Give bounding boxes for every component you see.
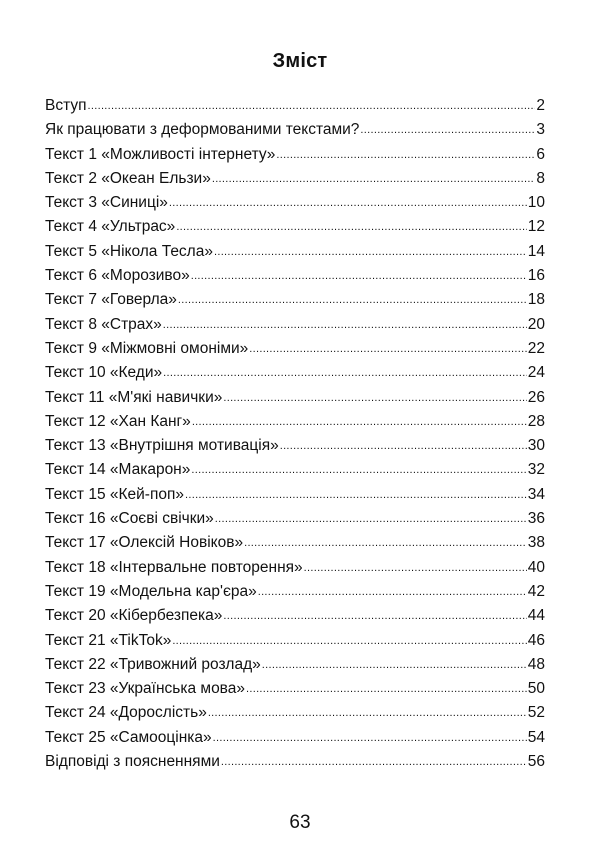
- toc-entry-label: Текст 12 «Хан Канг»: [45, 412, 191, 430]
- toc-entry: [45, 94, 545, 118]
- toc-entry: [45, 240, 545, 264]
- toc-entry: [45, 677, 545, 701]
- toc-entry: [45, 507, 545, 531]
- toc-entry-page: 36: [527, 510, 545, 528]
- toc-entry-page: 16: [527, 267, 545, 285]
- toc-dot-leader: [280, 433, 527, 458]
- toc-entry-page: 30: [527, 437, 545, 455]
- toc-entry-page: 48: [527, 655, 545, 673]
- toc-dot-leader: [192, 409, 527, 434]
- toc-entry-page: 6: [536, 145, 545, 163]
- toc-entry-page: 54: [527, 728, 545, 746]
- toc-dot-leader: [213, 725, 527, 750]
- toc-entry-page: 46: [527, 631, 545, 649]
- toc-entry-page: 38: [527, 534, 545, 552]
- toc-entry-page: 42: [527, 582, 545, 600]
- toc-dot-leader: [360, 117, 535, 142]
- toc-dot-leader: [212, 166, 536, 191]
- toc-entry-label: Текст 11 «М'які навички»: [45, 388, 223, 406]
- toc-entry-label: Вступ: [45, 97, 87, 114]
- toc-dot-leader: [215, 506, 527, 531]
- toc-entry: [45, 361, 545, 385]
- toc-dot-leader: [244, 530, 527, 555]
- toc-entry-label: Текст 1 «Можливості інтернету»: [45, 145, 276, 163]
- toc-entry-page: 18: [527, 291, 545, 309]
- toc-dot-leader: [223, 603, 526, 628]
- page-number: 63: [289, 812, 311, 833]
- toc-entry: [45, 118, 545, 142]
- toc-entry: [45, 143, 545, 167]
- toc-entry-page: 32: [527, 461, 545, 479]
- toc-dot-leader: [176, 214, 526, 239]
- toc-entry: [45, 604, 545, 628]
- toc-entry-label: Текст 3 «Синиці»: [45, 194, 168, 212]
- toc-entry-page: 56: [527, 753, 545, 771]
- toc-dot-leader: [223, 385, 526, 410]
- toc-entry-label: Текст 15 «Кей-поп»: [45, 485, 184, 503]
- toc-entry: [45, 629, 545, 653]
- toc-entry-page: 34: [527, 485, 545, 503]
- toc-entry: [45, 215, 545, 239]
- toc-entry: [45, 750, 545, 774]
- toc-entry-label: Текст 14 «Макарон»: [45, 461, 191, 479]
- toc-entry-label: Текст 17 «Олексій Новіков»: [45, 534, 244, 552]
- toc-entry-label: Текст 8 «Страх»: [45, 315, 162, 333]
- toc-entry-page: 50: [527, 680, 545, 698]
- toc-entry-page: 26: [527, 388, 545, 406]
- toc-entry-page: 10: [527, 194, 545, 212]
- toc-entry-label: Текст 23 «Українська мова»: [45, 680, 245, 698]
- toc-entry-label: Текст 2 «Океан Ельзи»: [45, 169, 211, 187]
- toc-entry: [45, 434, 545, 458]
- toc-dot-leader: [249, 336, 526, 361]
- toc-entry-label: Текст 25 «Самооцінка»: [45, 728, 212, 746]
- toc-entry-label: Відповіді з поясненнями: [45, 753, 220, 771]
- toc-entry-label: Текст 20 «Кібербезпека»: [45, 607, 223, 625]
- toc-dot-leader: [88, 93, 536, 118]
- toc-dot-leader: [185, 482, 527, 507]
- toc-dot-leader: [191, 457, 526, 482]
- toc-entry: [45, 313, 545, 337]
- toc-entry-page: 24: [527, 364, 545, 382]
- toc-entry-page: 20: [527, 315, 545, 333]
- toc-dot-leader: [163, 312, 527, 337]
- toc-entry-label: Текст 10 «Кеди»: [45, 364, 163, 382]
- toc-entry-label: Текст 5 «Нікола Тесла»: [45, 242, 213, 260]
- toc-entry: [45, 531, 545, 555]
- toc-entry: [45, 653, 545, 677]
- toc-entry-page: 44: [527, 607, 545, 625]
- toc-entry-label: Текст 16 «Соєві свічки»: [45, 510, 214, 528]
- toc-entry-page: 14: [527, 242, 545, 260]
- toc-entry-page: 28: [527, 412, 545, 430]
- toc-entry: [45, 483, 545, 507]
- toc-dot-leader: [258, 579, 527, 604]
- toc-entry-label: Текст 21 «TikTok»: [45, 631, 172, 649]
- toc-entry-page: 52: [527, 704, 545, 722]
- toc-dot-leader: [221, 749, 527, 774]
- toc-entry-label: Текст 9 «Міжмовні омоніми»: [45, 339, 249, 357]
- toc-entry-page: 8: [536, 169, 545, 187]
- toc-dot-leader: [246, 676, 527, 701]
- toc-entry: [45, 580, 545, 604]
- toc-entry: [45, 386, 545, 410]
- toc-entry-label: Текст 7 «Говерла»: [45, 291, 177, 309]
- toc-dot-leader: [276, 142, 535, 167]
- toc-entry: [45, 726, 545, 750]
- toc-dot-leader: [208, 700, 527, 725]
- toc-entry: [45, 556, 545, 580]
- toc-entry: [45, 410, 545, 434]
- table-of-contents: [45, 94, 545, 774]
- toc-entry-label: Текст 19 «Модельна кар'єра»: [45, 582, 257, 600]
- toc-entry: [45, 288, 545, 312]
- toc-entry-page: 40: [527, 558, 545, 576]
- toc-entry-label: Текст 6 «Морозиво»: [45, 267, 190, 285]
- toc-entry: [45, 337, 545, 361]
- toc-entry-label: Текст 4 «Ультрас»: [45, 218, 176, 236]
- toc-dot-leader: [178, 287, 527, 312]
- toc-entry-label: Текст 22 «Тривожний розлад»: [45, 655, 261, 673]
- toc-entry-page: 2: [536, 97, 545, 114]
- toc-entry: [45, 264, 545, 288]
- toc-dot-leader: [169, 190, 527, 215]
- toc-entry-page: 22: [527, 339, 545, 357]
- toc-entry: [45, 458, 545, 482]
- toc-entry-page: 3: [536, 121, 545, 139]
- toc-dot-leader: [163, 360, 527, 385]
- toc-dot-leader: [191, 263, 527, 288]
- toc-entry: [45, 167, 545, 191]
- toc-entry-page: 12: [527, 218, 545, 236]
- toc-dot-leader: [214, 239, 527, 264]
- toc-entry: [45, 191, 545, 215]
- page-title: Зміст: [272, 50, 328, 72]
- toc-dot-leader: [304, 555, 527, 580]
- toc-entry-label: Текст 13 «Внутрішня мотивація»: [45, 437, 279, 455]
- toc-entry-label: Текст 24 «Дорослість»: [45, 704, 207, 722]
- toc-dot-leader: [262, 652, 527, 677]
- toc-entry: [45, 701, 545, 725]
- toc-entry-label: Текст 18 «Інтервальне повторення»: [45, 558, 303, 576]
- toc-entry-label: Як працювати з деформованими текстами?: [45, 121, 360, 139]
- toc-dot-leader: [172, 628, 526, 653]
